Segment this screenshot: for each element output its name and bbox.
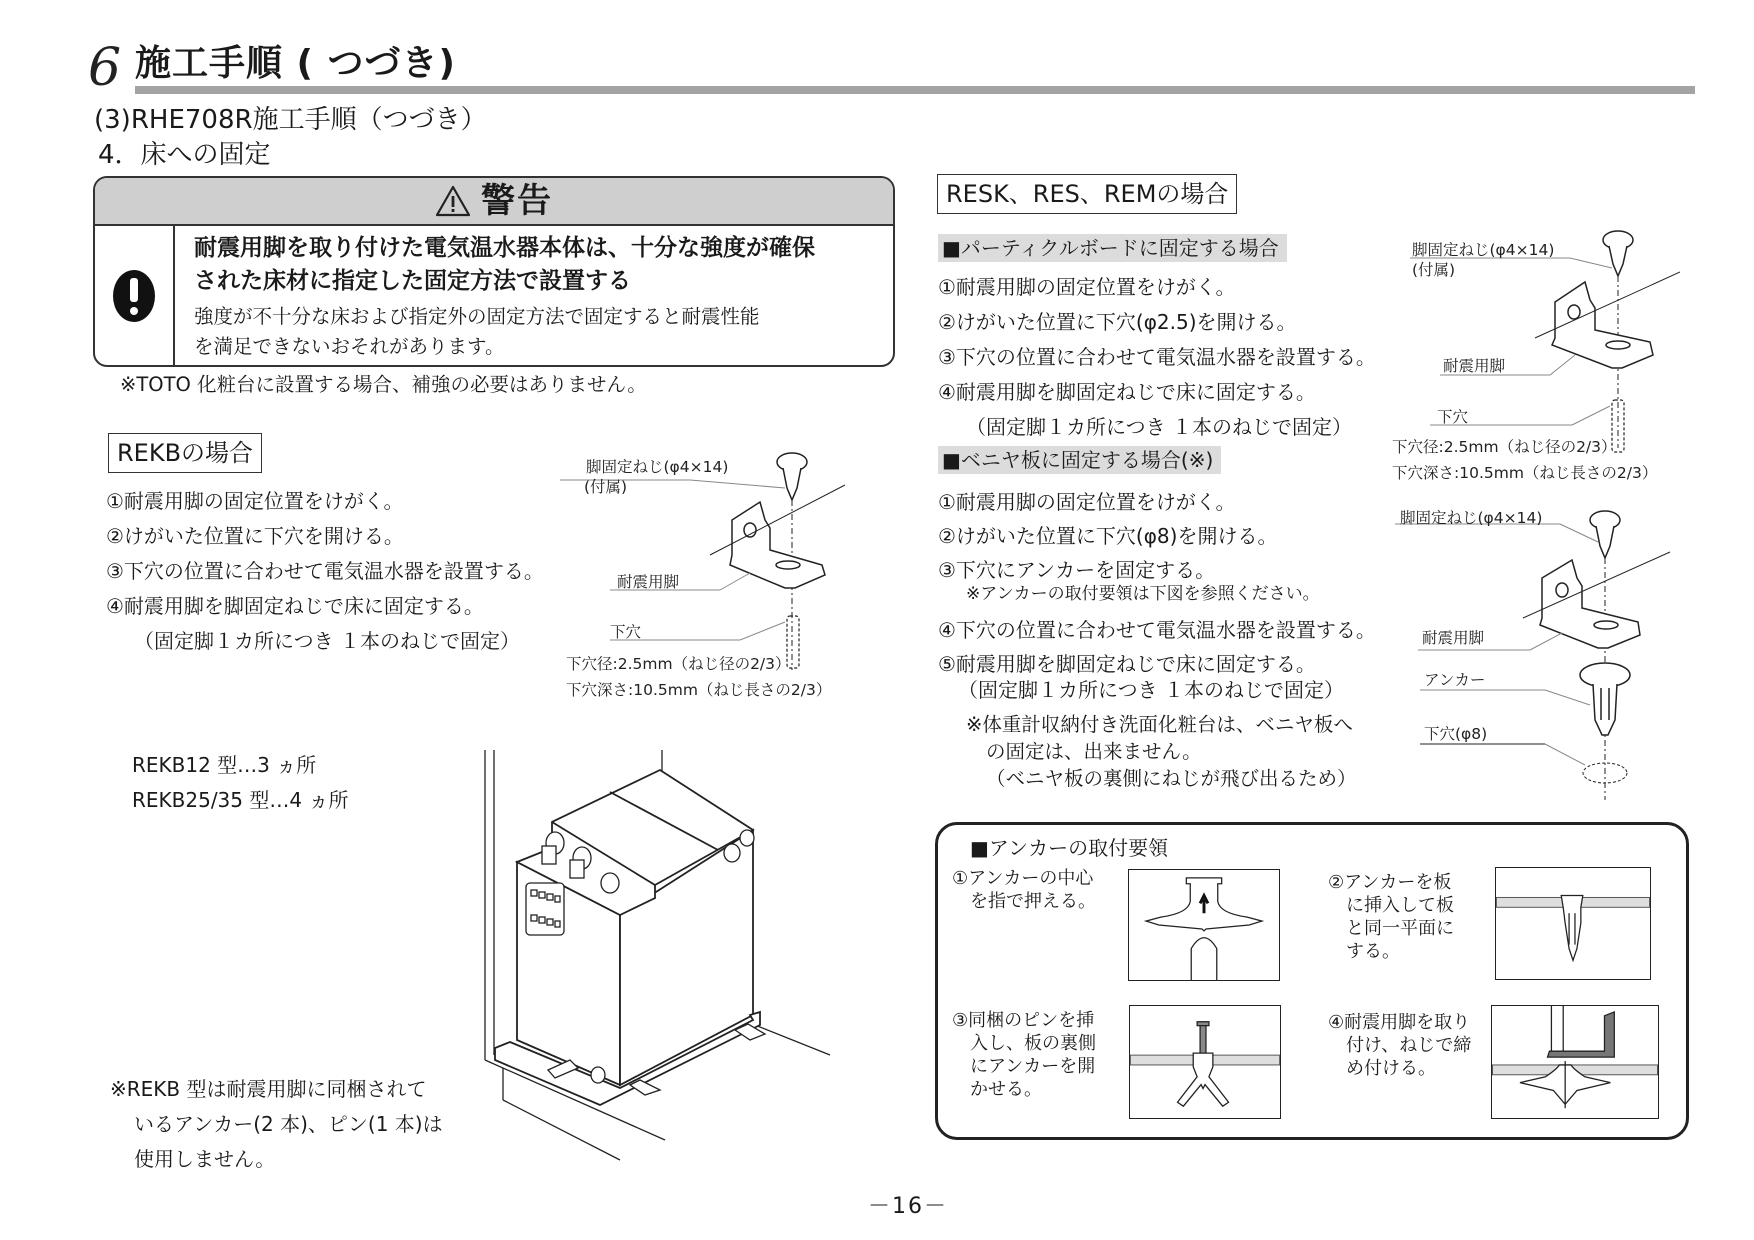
- note-line: （ベニヤ板の裏側にねじが飛び出るため）: [986, 767, 1357, 790]
- model-item: REKB25/35 型…4 ヵ所: [132, 788, 349, 812]
- anchor-icon: [1580, 663, 1630, 735]
- anchor-step-2: [1328, 871, 1454, 963]
- anchor-step-line: ①アンカーの中心: [952, 868, 1094, 889]
- note-line: の固定は、出来ません。: [986, 740, 1202, 763]
- particleboard-steps: [938, 270, 1376, 445]
- warning-triangle-icon: [435, 185, 471, 217]
- note-line: いるアンカー(2 本)、ピン(1 本)は: [134, 1112, 443, 1136]
- seismic-leg-icon: [730, 502, 825, 588]
- particleboard-heading: ■パーティクルボードに固定する場合: [938, 234, 1287, 262]
- step-title: 4．床への固定: [98, 140, 271, 170]
- water-heater-illustration: [470, 750, 840, 1170]
- seismic-leg-icon: [1552, 282, 1653, 368]
- anchor-step-line: と同一平面に: [1328, 918, 1454, 939]
- toto-note: ※TOTO 化粧台に設置する場合、補強の必要はありません。: [120, 373, 647, 396]
- screw-label: 脚固定ねじ(φ4×14): [1412, 241, 1555, 259]
- step-item: ①耐震用脚の固定位置をけがく。: [106, 489, 404, 513]
- rekb-models: [132, 748, 348, 818]
- anchor-step-line: を指で押える。: [952, 891, 1096, 912]
- screw-icon: [777, 453, 807, 500]
- warning-label: 警告: [481, 181, 553, 221]
- hole-label: 下穴: [1437, 408, 1469, 426]
- screw-sub-label: (付属): [1412, 261, 1456, 279]
- anchor-step-2-illustration: [1495, 867, 1651, 980]
- note-line: 使用しません。: [134, 1147, 276, 1171]
- warning-sub-text: [194, 302, 877, 362]
- warning-sub-line: 強度が不十分な床および指定外の固定方法で固定すると耐震性能: [194, 305, 760, 328]
- rekb-section-label: REKBの場合: [108, 433, 262, 473]
- note-line: ※REKB 型は耐震用脚に同梱されて: [110, 1077, 427, 1101]
- step-note: （固定脚１カ所につき １本のねじで固定）: [966, 415, 1352, 439]
- page-number: －16－: [868, 1194, 948, 1219]
- step-item: ①耐震用脚の固定位置をけがく。: [938, 275, 1236, 299]
- screw-label: 脚固定ねじ(φ4×14): [586, 458, 729, 476]
- warning-main-text: [194, 232, 877, 298]
- anchor-step-line: かせる。: [952, 1079, 1042, 1100]
- hole-diameter-label: 下穴径:2.5mm（ねじ径の2/3）: [1392, 438, 1617, 456]
- anchor-step-4: [1328, 1011, 1471, 1080]
- leg-label: 耐震用脚: [617, 573, 680, 591]
- hole-label: 下穴: [610, 623, 642, 641]
- step-item: ④耐震用脚を脚固定ねじで床に固定する。: [938, 380, 1316, 404]
- chapter-rule-divider: [135, 86, 1695, 94]
- leg-label: 耐震用脚: [1422, 629, 1485, 647]
- leg-label: 耐震用脚: [1443, 357, 1506, 375]
- screw-label: 脚固定ねじ(φ4×14): [1400, 509, 1543, 527]
- model-item: REKB12 型…3 ヵ所: [132, 753, 317, 777]
- anchor-step-1: [952, 867, 1096, 913]
- anchor-step-line: め付ける。: [1328, 1058, 1436, 1079]
- anchor-step-line: にアンカーを開: [952, 1056, 1096, 1077]
- hole-diameter-label: 下穴径:2.5mm（ねじ径の2/3）: [566, 655, 791, 673]
- screw-icon: [1603, 231, 1633, 276]
- anchor-method-title: ■アンカーの取付要領: [970, 836, 1169, 860]
- rekb-steps: [106, 484, 544, 659]
- step-sub-note: ※アンカーの取付要領は下図を参照ください。: [966, 584, 1320, 604]
- anchor-step-line: ④耐震用脚を取り: [1328, 1012, 1471, 1033]
- step-item: ④下穴の位置に合わせて電気温水器を設置する。: [938, 618, 1376, 642]
- step-item: ③下穴にアンカーを固定する。: [938, 558, 1216, 582]
- veneer-anchor-diagram: [1390, 500, 1680, 800]
- anchor-step-line: する。: [1328, 941, 1400, 962]
- step-item: ②けがいた位置に下穴(φ2.5)を開ける。: [938, 310, 1297, 334]
- step-item: ③下穴の位置に合わせて電気温水器を設置する。: [106, 559, 544, 583]
- step-item: ②けがいた位置に下穴(φ8)を開ける。: [938, 524, 1278, 548]
- step-item: ④耐震用脚を脚固定ねじで床に固定する。: [106, 594, 484, 618]
- step-item: ①耐震用脚の固定位置をけがく。: [938, 490, 1236, 514]
- warning-sub-line: を満足できないおそれがあります。: [194, 335, 505, 358]
- warning-box: [93, 176, 895, 367]
- warning-header: [95, 178, 893, 226]
- anchor-method-box: [935, 822, 1689, 1140]
- anchor-label: アンカー: [1424, 671, 1486, 689]
- veneer-note: [938, 711, 1376, 792]
- screw-icon: [1590, 511, 1620, 558]
- step-item: ③下穴の位置に合わせて電気温水器を設置する。: [938, 345, 1376, 369]
- control-panel-icon: [526, 883, 564, 935]
- rekb-note: [110, 1072, 443, 1177]
- veneer-steps: [938, 485, 1376, 792]
- chapter-number: 6: [88, 38, 122, 98]
- anchor-step-line: ②アンカーを板: [1328, 872, 1452, 893]
- warning-body: [194, 232, 877, 362]
- note-line: ※体重計収納付き洗面化粧台は、ベニヤ板へ: [966, 713, 1353, 736]
- heater-body: [495, 770, 760, 1105]
- section-subtitle: (3)RHE708R施工手順（つづき）: [94, 105, 487, 135]
- step-item: ②けがいた位置に下穴を開ける。: [106, 524, 404, 548]
- screw-sub-label: (付属): [584, 478, 628, 496]
- hole-label: 下穴(φ8): [1424, 725, 1488, 743]
- chapter-title: 施工手順 ( つづき): [135, 43, 456, 84]
- anchor-step-line: ③同梱のピンを挿: [952, 1010, 1095, 1031]
- anchor-step-4-illustration: [1491, 1005, 1659, 1119]
- anchor-step-3: [952, 1009, 1096, 1101]
- hole-depth-label: 下穴深さ:10.5mm（ねじ長さの2/3）: [1392, 464, 1658, 482]
- anchor-step-line: 付け、ねじで締: [1328, 1035, 1472, 1056]
- step-note: （固定脚１カ所につき １本のねじで固定）: [958, 678, 1344, 702]
- exclamation-icon: [113, 270, 155, 322]
- warning-main-line: 耐震用脚を取り付けた電気温水器本体は、十分な強度が確保: [194, 235, 815, 261]
- anchor-step-line: 入し、板の裏側: [952, 1033, 1096, 1054]
- anchor-step-line: に挿入して板: [1328, 895, 1454, 916]
- hole-depth-label: 下穴深さ:10.5mm（ねじ長さの2/3）: [566, 681, 832, 699]
- warning-icon-column: [95, 226, 175, 365]
- step-item: ⑤耐震用脚を脚固定ねじで床に固定する。: [938, 652, 1316, 676]
- warning-main-line: された床材に指定した固定方法で設置する: [194, 268, 631, 294]
- step-note: （固定脚１カ所につき １本のねじで固定）: [134, 629, 520, 653]
- anchor-step-3-illustration: [1129, 1005, 1281, 1119]
- resk-section-label: RESK、RES、REMの場合: [937, 174, 1237, 214]
- veneer-heading: ■ベニヤ板に固定する場合(※): [938, 446, 1221, 474]
- anchor-step-1-illustration: [1128, 869, 1280, 981]
